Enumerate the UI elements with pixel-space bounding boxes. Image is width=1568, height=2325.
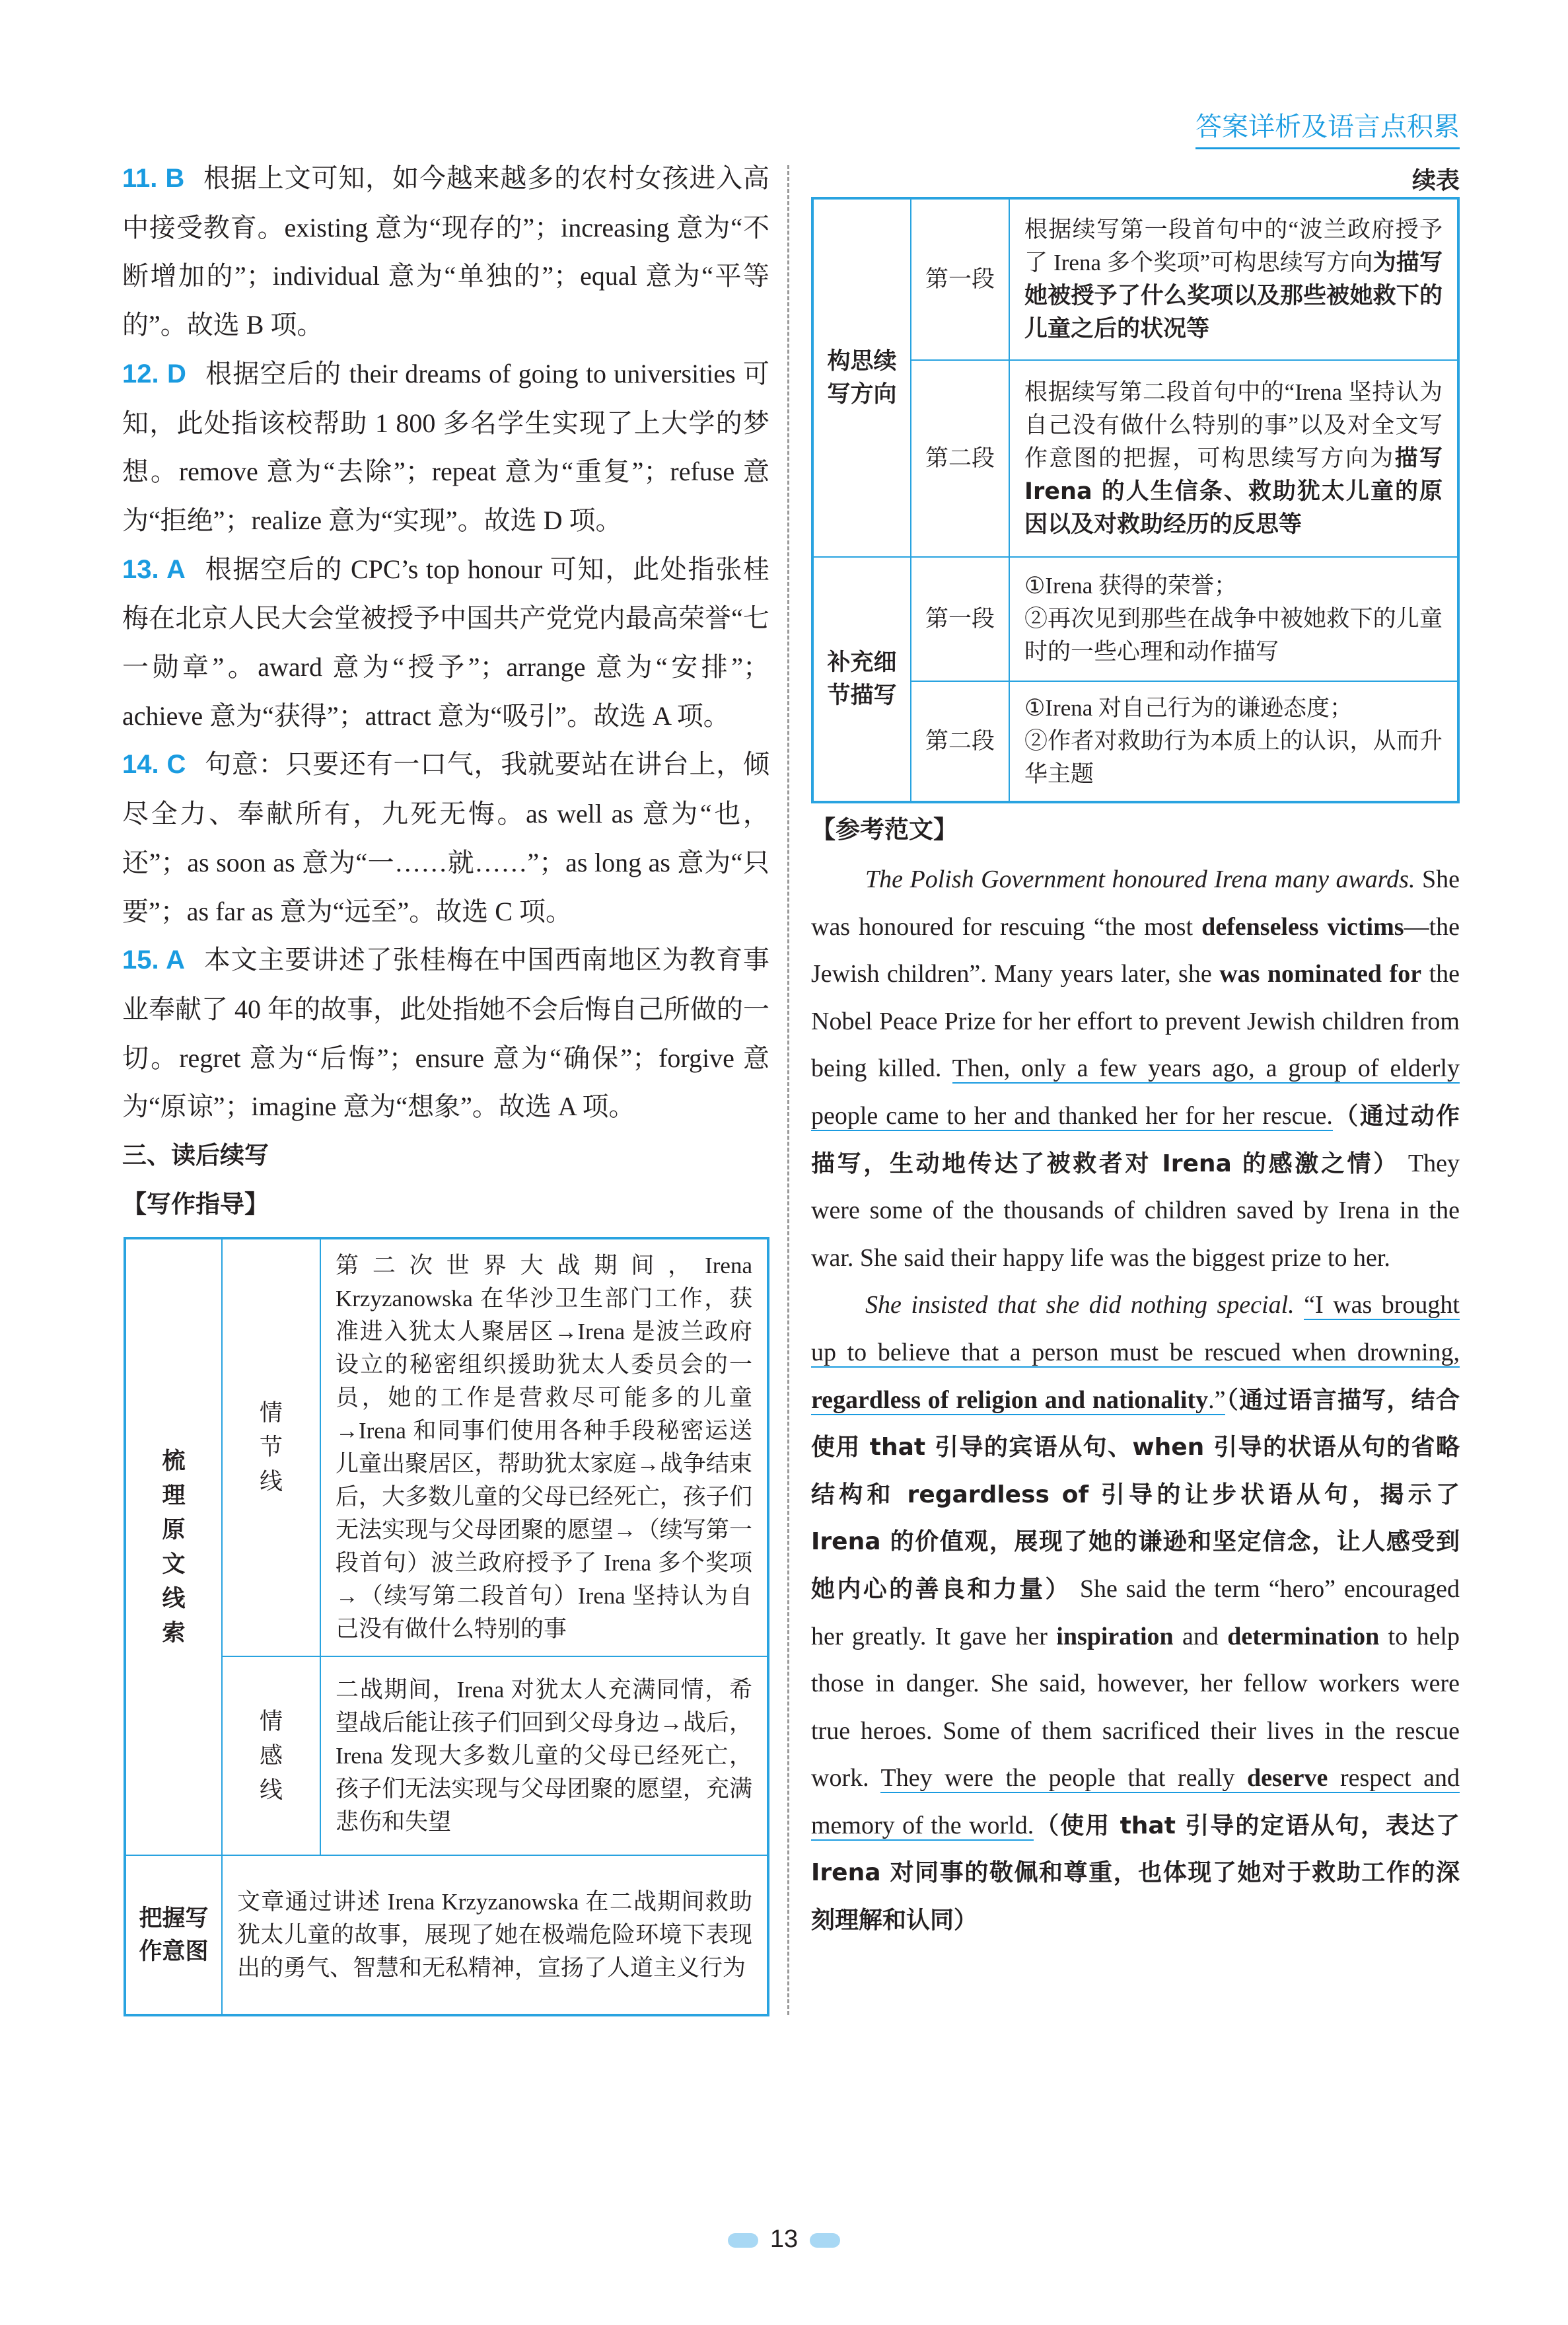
page-number: 13 [769, 2225, 799, 2253]
group-label: 梳理原文线索 [125, 1238, 222, 1855]
row-text: 第二次世界大战期间，Irena Krzyzanowska 在华沙卫生部门工作，获准进入犹太人聚居区→Irena 是波兰政府设立的秘密组织援助犹太人委员会的一员，她的工作是营救尽可能多的儿童→Irena 和同事们使用各种手段秘密运送儿童出聚居区，帮助犹太家庭→战争结束后，大多数儿童的父母已经死亡，孩子们无法实现与父母团聚的愿望→（续写第一段首句）波兰政府授予了 Irena 多个奖项→（续写第二段首句）Irena 坚持认为自己没有做什么特别的事 [320, 1238, 768, 1656]
answer-letter: A [166, 945, 185, 975]
row-label: 第二段 [911, 681, 1009, 802]
question-number: 14. [122, 750, 159, 780]
model-essay [811, 856, 1460, 1944]
decor-pill [728, 2233, 758, 2248]
essay-segment [1295, 1291, 1304, 1319]
row-label: 情节线 [222, 1238, 320, 1656]
essay-segment: to help those in danger. She said, however, her fellow workers were true heroes. Some of them sacrificed their lives in the rescue work. [811, 1622, 1460, 1792]
column-divider [787, 165, 789, 2015]
essay-segment: respect and memory of the world. [811, 1764, 1460, 1839]
row-label: 情感线 [222, 1656, 320, 1855]
explanation: 根据空后的 their dreams of going to universities 可知，此处指该校帮助 1 800 多名学生实现了上大学的梦想。remove 意为“去除”；repeat 意为“重复”；refuse 意为“拒绝”；realize 意为“实现”。故选 D 项。 [122, 358, 769, 535]
row-text: 根据续写第一段首句中的“波兰政府授予了 Irena 多个奖项”可构思续写方向为描写她被授予了什么奖项以及那些被她救下的儿童之后的状况等 [1009, 198, 1458, 360]
group-label: 补充细节描写 [812, 557, 911, 802]
explanation: 根据上文可知，如今越来越多的农村女孩进入高中接受教育。existing 意为“现存的”；increasing 意为“不断增加的”；individual 意为“单独的”；equal 意为“平等的”。故选 B 项。 [122, 163, 769, 340]
continued-table [811, 197, 1460, 803]
left-column [122, 154, 769, 1228]
continued-label: 续表 [1411, 167, 1460, 194]
annotation-note: （通过语言描写，结合使用 that 引导的宾语从句、when 引导的状语从句的省略结构和 regardless of 引导的让步状语从句，揭示了 Irena 的价值观，展现了她的谦逊和坚定信念，让人感受到她内心的善良和力量） [811, 1386, 1460, 1603]
row-label: 第一段 [911, 198, 1009, 360]
answer-letter: B [165, 164, 185, 193]
page-footer [0, 2225, 1568, 2254]
essay-segment: They were some of the thousands of children saved by Irena in the war. She said their happy life was the biggest prize to her. [811, 1149, 1460, 1272]
essay-segment: defenseless victims [1201, 912, 1404, 941]
decor-pill [810, 2233, 840, 2248]
question-number: 13. [122, 554, 159, 584]
essay-segment: inspiration [1056, 1622, 1174, 1650]
row-text: ①Irena 对自己行为的谦逊态度； ②作者对救助行为本质上的认识，从而升华主题 [1009, 681, 1458, 802]
essay-segment: determination [1227, 1622, 1380, 1650]
annotation-note: （使用 that 引导的定语从句，表达了 Irena 对同事的敬佩和尊重，也体现了她对于救助工作的深刻理解和认同） [811, 1812, 1460, 1935]
annotation-note: （通过动作描写，生动地传达了被救者对 Irena 的感激之情） [811, 1102, 1460, 1177]
row-text: 二战期间，Irena 对犹太人充满同情，希望战后能让孩子们回到父母身边→战后，Irena 发现大多数儿童的父母已经死亡，孩子们无法实现与父母团聚的愿望，充满悲伤和失望 [320, 1656, 768, 1855]
question-number: 11. [122, 164, 158, 193]
answer-letter: A [166, 554, 186, 584]
essay-segment: the Nobel Peace Prize for her effort to prevent Jewish children from being killed. [811, 960, 1460, 1083]
row-text: ①Irena 获得的荣誉； ②再次见到那些在战争中被她救下的儿童时的一些心理和动作描写 [1009, 557, 1458, 681]
row-text: 文章通过讲述 Irena Krzyzanowska 在二战期间救助犹太儿童的故事，展现了她在极端危险环境下表现出的勇气、智慧和无私精神，宣扬了人道主义行为 [222, 1855, 768, 2015]
model-essay-title: 【参考范文】 [811, 815, 958, 844]
essay-segment: regardless of religion and nationality [811, 1385, 1209, 1414]
answer-letter: C [166, 750, 186, 780]
question-number: 15. [122, 945, 159, 975]
essay-paragraph [811, 1282, 1460, 1944]
essay-segment: She said the term “hero” encouraged her greatly. It gave her [811, 1574, 1460, 1650]
essay-segment: and [1173, 1622, 1228, 1650]
essay-segment: She was honoured for rescuing “the most [811, 866, 1460, 941]
question-number: 12. [122, 359, 159, 388]
essay-segment: The Polish Government honoured Irena many awards. [865, 866, 1415, 893]
group-label: 构思续写方向 [812, 198, 911, 557]
writing-guide-table [124, 1237, 769, 2016]
explanation: 句意：只要还有一口气，我就要站在讲台上，倾尽全力、奉献所有，九死无悔。as well as 意为“也，还”；as soon as 意为“一……就……”；as long as 意为“只要”；as far as 意为“远至”。故选 C 项。 [122, 749, 769, 926]
answer-letter: D [166, 359, 186, 388]
essay-segment: Then, only a few years ago, a group of elderly people came to her and thanked her for her rescue. [811, 1054, 1460, 1130]
essay-segment: —the Jewish children”. Many years later, she [811, 912, 1460, 988]
essay-paragraph [811, 856, 1460, 1282]
answer-item [122, 740, 769, 936]
essay-segment: was nominated for [1219, 960, 1422, 988]
running-header: 答案详析及语言点积累 [1195, 106, 1460, 149]
group-label: 把握写作意图 [125, 1855, 222, 2015]
essay-segment: .” [1208, 1385, 1226, 1414]
essay-segment: They were the people that really [880, 1764, 1247, 1792]
guide-title: 【写作指导】 [122, 1189, 269, 1218]
answer-item [122, 350, 769, 545]
answer-item [122, 154, 769, 350]
essay-segment: “I was brought up to believe that a person must be rescued when drowning, [811, 1291, 1460, 1366]
section-title: 三、读后续写 [122, 1141, 269, 1170]
answer-item [122, 545, 769, 741]
essay-segment: deserve [1247, 1764, 1328, 1792]
row-label: 第二段 [911, 360, 1009, 557]
explanation: 本文主要讲述了张桂梅在中国西南地区为教育事业奉献了 40 年的故事，此处指她不会后悔自己所做的一切。regret 意为“后悔”；ensure 意为“确保”；forgive 意为“原谅”；imagine 意为“想象”。故选 A 项。 [122, 945, 770, 1122]
row-label: 第一段 [911, 557, 1009, 681]
essay-segment: She insisted that she did nothing special. [865, 1291, 1295, 1319]
answer-item [122, 936, 769, 1131]
explanation: 根据空后的 CPC’s top honour 可知，此处指张桂梅在北京人民大会堂被授予中国共产党党内最高荣誉“七一勋章”。award 意为“授予”；arrange 意为“安排”；achieve 意为“获得”；attract 意为“吸引”。故选 A 项。 [122, 554, 769, 731]
row-text: 根据续写第二段首句中的“Irena 坚持认为自己没有做什么特别的事”以及对全文写作意图的把握，可构思续写方向为描写 Irena 的人生信条、救助犹太儿童的原因以及对救助经历的反思等 [1009, 360, 1458, 557]
